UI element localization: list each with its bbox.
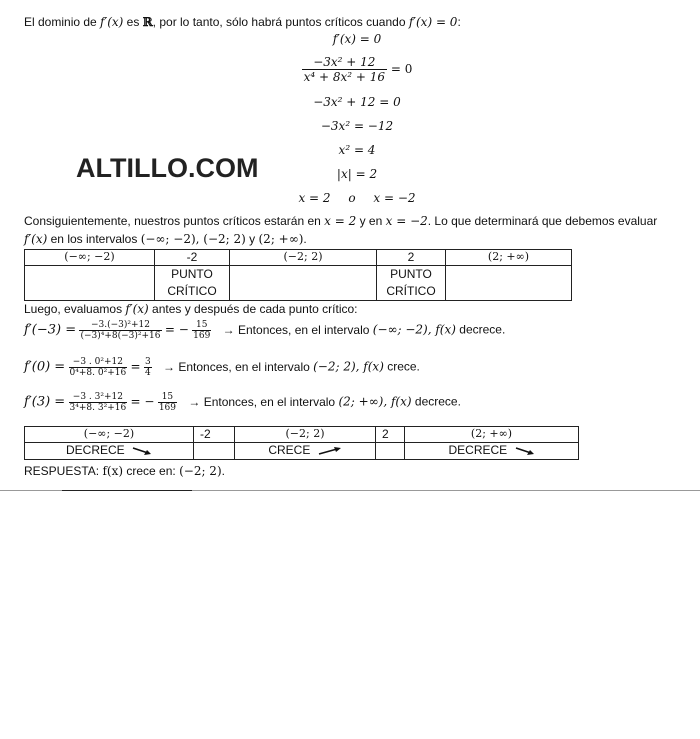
fraction-numerator: −3x² + 12 — [313, 55, 376, 69]
eval-result — [192, 320, 211, 341]
conclusion-math: (−∞; −2), (−2; 2) — [140, 232, 246, 246]
trend-label: DECRECE — [448, 443, 508, 457]
fraction-numerator: 15 — [161, 392, 174, 402]
divider — [62, 490, 192, 491]
intro-text: es — [123, 15, 143, 29]
table-cell — [376, 443, 405, 460]
down-arrow-icon — [515, 446, 535, 456]
step-text: f′(x) = 0 — [332, 32, 382, 46]
table-cell: -2 — [155, 250, 230, 266]
eval-fraction — [79, 320, 161, 341]
answer-interval: (−2; 2) — [179, 464, 222, 478]
step-7 — [0, 191, 700, 205]
step-text: o — [348, 191, 356, 205]
table-cell: (−2; 2) — [235, 427, 376, 443]
table-cell: -2 — [194, 427, 235, 443]
eval-interval: (−∞; −2), f(x) — [372, 322, 456, 337]
table-cell — [25, 266, 155, 301]
step-text: −3x² + 12 = 0 — [313, 95, 401, 109]
reals-symbol: ℝ — [142, 15, 153, 29]
eval-then: → Entonces, en el intervalo — [163, 359, 314, 374]
eval-result — [158, 392, 177, 413]
table-cell: 2 — [377, 250, 446, 266]
evaluate-math: f′(x) — [125, 302, 149, 316]
fraction-denominator: (−3)⁴+8(−3)²+16 — [80, 331, 161, 341]
table-cell-critical — [155, 266, 230, 301]
evaluation-3 — [24, 392, 461, 413]
step-text: x = 2 — [298, 191, 331, 205]
table-cell — [405, 443, 579, 460]
table-cell — [235, 443, 376, 460]
eval-lhs: f′(3) = — [24, 394, 66, 410]
divider — [192, 490, 700, 491]
table-header-row — [25, 250, 572, 266]
eval-fraction — [69, 392, 128, 413]
eval-verb: crece. — [383, 359, 420, 374]
answer-math: f(x) — [102, 464, 124, 478]
answer-label: RESPUESTA: — [24, 464, 103, 478]
table-cell: (2; +∞) — [405, 427, 579, 443]
fraction-denominator: 0⁴+8. 0²+16 — [69, 368, 127, 378]
eval-equals: = − — [130, 394, 155, 409]
table-cell: (−2; 2) — [230, 250, 377, 266]
answer-text: . — [221, 464, 225, 478]
monotonicity-table — [24, 426, 579, 460]
table-cell — [194, 443, 235, 460]
critical-label: CRÍTICO — [386, 284, 436, 298]
fraction-numerator: 15 — [196, 320, 208, 330]
conclusion-math: x = 2 — [324, 214, 357, 228]
divider — [0, 490, 62, 491]
table-cell — [230, 266, 377, 301]
table-cell: 2 — [376, 427, 405, 443]
critical-label: CRÍTICO — [167, 284, 217, 298]
fraction-numerator: −3.(−3)²+12 — [90, 320, 150, 330]
table-cell: (−∞; −2) — [25, 427, 194, 443]
fraction-numerator: 3 — [144, 357, 151, 367]
table-cell: (−∞; −2) — [25, 250, 155, 266]
table-cell: (2; +∞) — [446, 250, 572, 266]
intro-text: El dominio de — [24, 15, 101, 29]
trend-label: CRECE — [268, 443, 311, 457]
intro-fprime: f′(x) — [100, 15, 124, 29]
table-cell-critical — [377, 266, 446, 301]
step-text: |x| = 2 — [336, 167, 378, 181]
conclusion-line-1 — [24, 214, 657, 228]
fraction-denominator: 3⁴+8. 3²+16 — [69, 403, 127, 413]
step-2 — [0, 55, 700, 84]
evaluate-text: antes y después de cada punto crítico: — [148, 302, 358, 316]
conclusion-text: y en — [356, 214, 386, 228]
conclusion-text: en los intervalos — [47, 232, 141, 246]
conclusion-math: x = −2 — [385, 214, 428, 228]
evaluate-text: Luego, evaluamos — [24, 302, 126, 316]
intro-condition: f′(x) = 0 — [408, 15, 458, 29]
up-arrow-icon — [318, 446, 342, 456]
eval-equals: = — [130, 359, 141, 374]
evaluation-2 — [24, 357, 420, 378]
answer-line — [24, 464, 225, 478]
step-text: x = −2 — [373, 191, 416, 205]
step-1 — [0, 32, 700, 46]
eval-interval: (−2; 2), f(x) — [313, 359, 384, 374]
watermark-logo: ALTILLO.COM — [76, 153, 259, 183]
eval-lhs: f′(−3) = — [24, 322, 77, 338]
fraction-numerator: −3 . 3²+12 — [72, 392, 123, 402]
step-2-fraction — [302, 55, 387, 84]
table-cell — [446, 266, 572, 301]
fraction-denominator: 4 — [144, 368, 151, 378]
fraction-denominator: 169 — [158, 403, 177, 413]
eval-result — [144, 357, 152, 378]
table-row — [25, 443, 579, 460]
eval-interval: (2; +∞), f(x) — [338, 394, 412, 409]
fraction-denominator: 169 — [193, 331, 211, 341]
eval-verb: decrece. — [411, 394, 461, 409]
step-text: −3x² = −12 — [320, 119, 394, 133]
eval-then: → Entonces, en el intervalo — [188, 394, 339, 409]
eval-verb: decrece. — [455, 322, 506, 337]
evaluate-line — [24, 302, 358, 316]
conclusion-text: . Lo que determinará que debemos evaluar — [427, 214, 658, 228]
critical-label: PUNTO — [171, 267, 213, 281]
evaluation-1 — [24, 320, 505, 341]
conclusion-math: (2; +∞) — [258, 232, 304, 246]
table-cell — [25, 443, 194, 460]
conclusion-text: Consiguientemente, nuestros puntos críticos estarán en — [24, 214, 325, 228]
eval-lhs: f′(0) = — [24, 359, 66, 375]
conclusion-math: f′(x) — [24, 232, 48, 246]
down-arrow-icon — [132, 446, 152, 456]
fraction-numerator: −3 . 0²+12 — [72, 357, 123, 367]
conclusion-text: y — [245, 232, 259, 246]
intro-text: : — [457, 15, 461, 29]
table-header-row — [25, 427, 579, 443]
intro-text: , por lo tanto, sólo habrá puntos críticos cuando — [152, 15, 409, 29]
fraction-denominator: x⁴ + 8x² + 16 — [303, 70, 386, 84]
critical-label: PUNTO — [390, 267, 432, 281]
step-4 — [0, 119, 700, 133]
intro-line — [24, 15, 461, 29]
conclusion-line-2 — [24, 232, 307, 246]
critical-points-table — [24, 249, 572, 301]
step-text: = 0 — [390, 62, 413, 76]
eval-equals: = − — [164, 322, 189, 337]
eval-then: → Entonces, en el intervalo — [222, 322, 373, 337]
trend-label: DECRECE — [65, 443, 125, 457]
step-text: x² = 4 — [338, 143, 376, 157]
answer-text: crece en: — [123, 464, 180, 478]
step-3 — [0, 95, 700, 109]
table-row — [25, 266, 572, 301]
eval-fraction — [69, 357, 128, 378]
conclusion-text: . — [303, 232, 307, 246]
